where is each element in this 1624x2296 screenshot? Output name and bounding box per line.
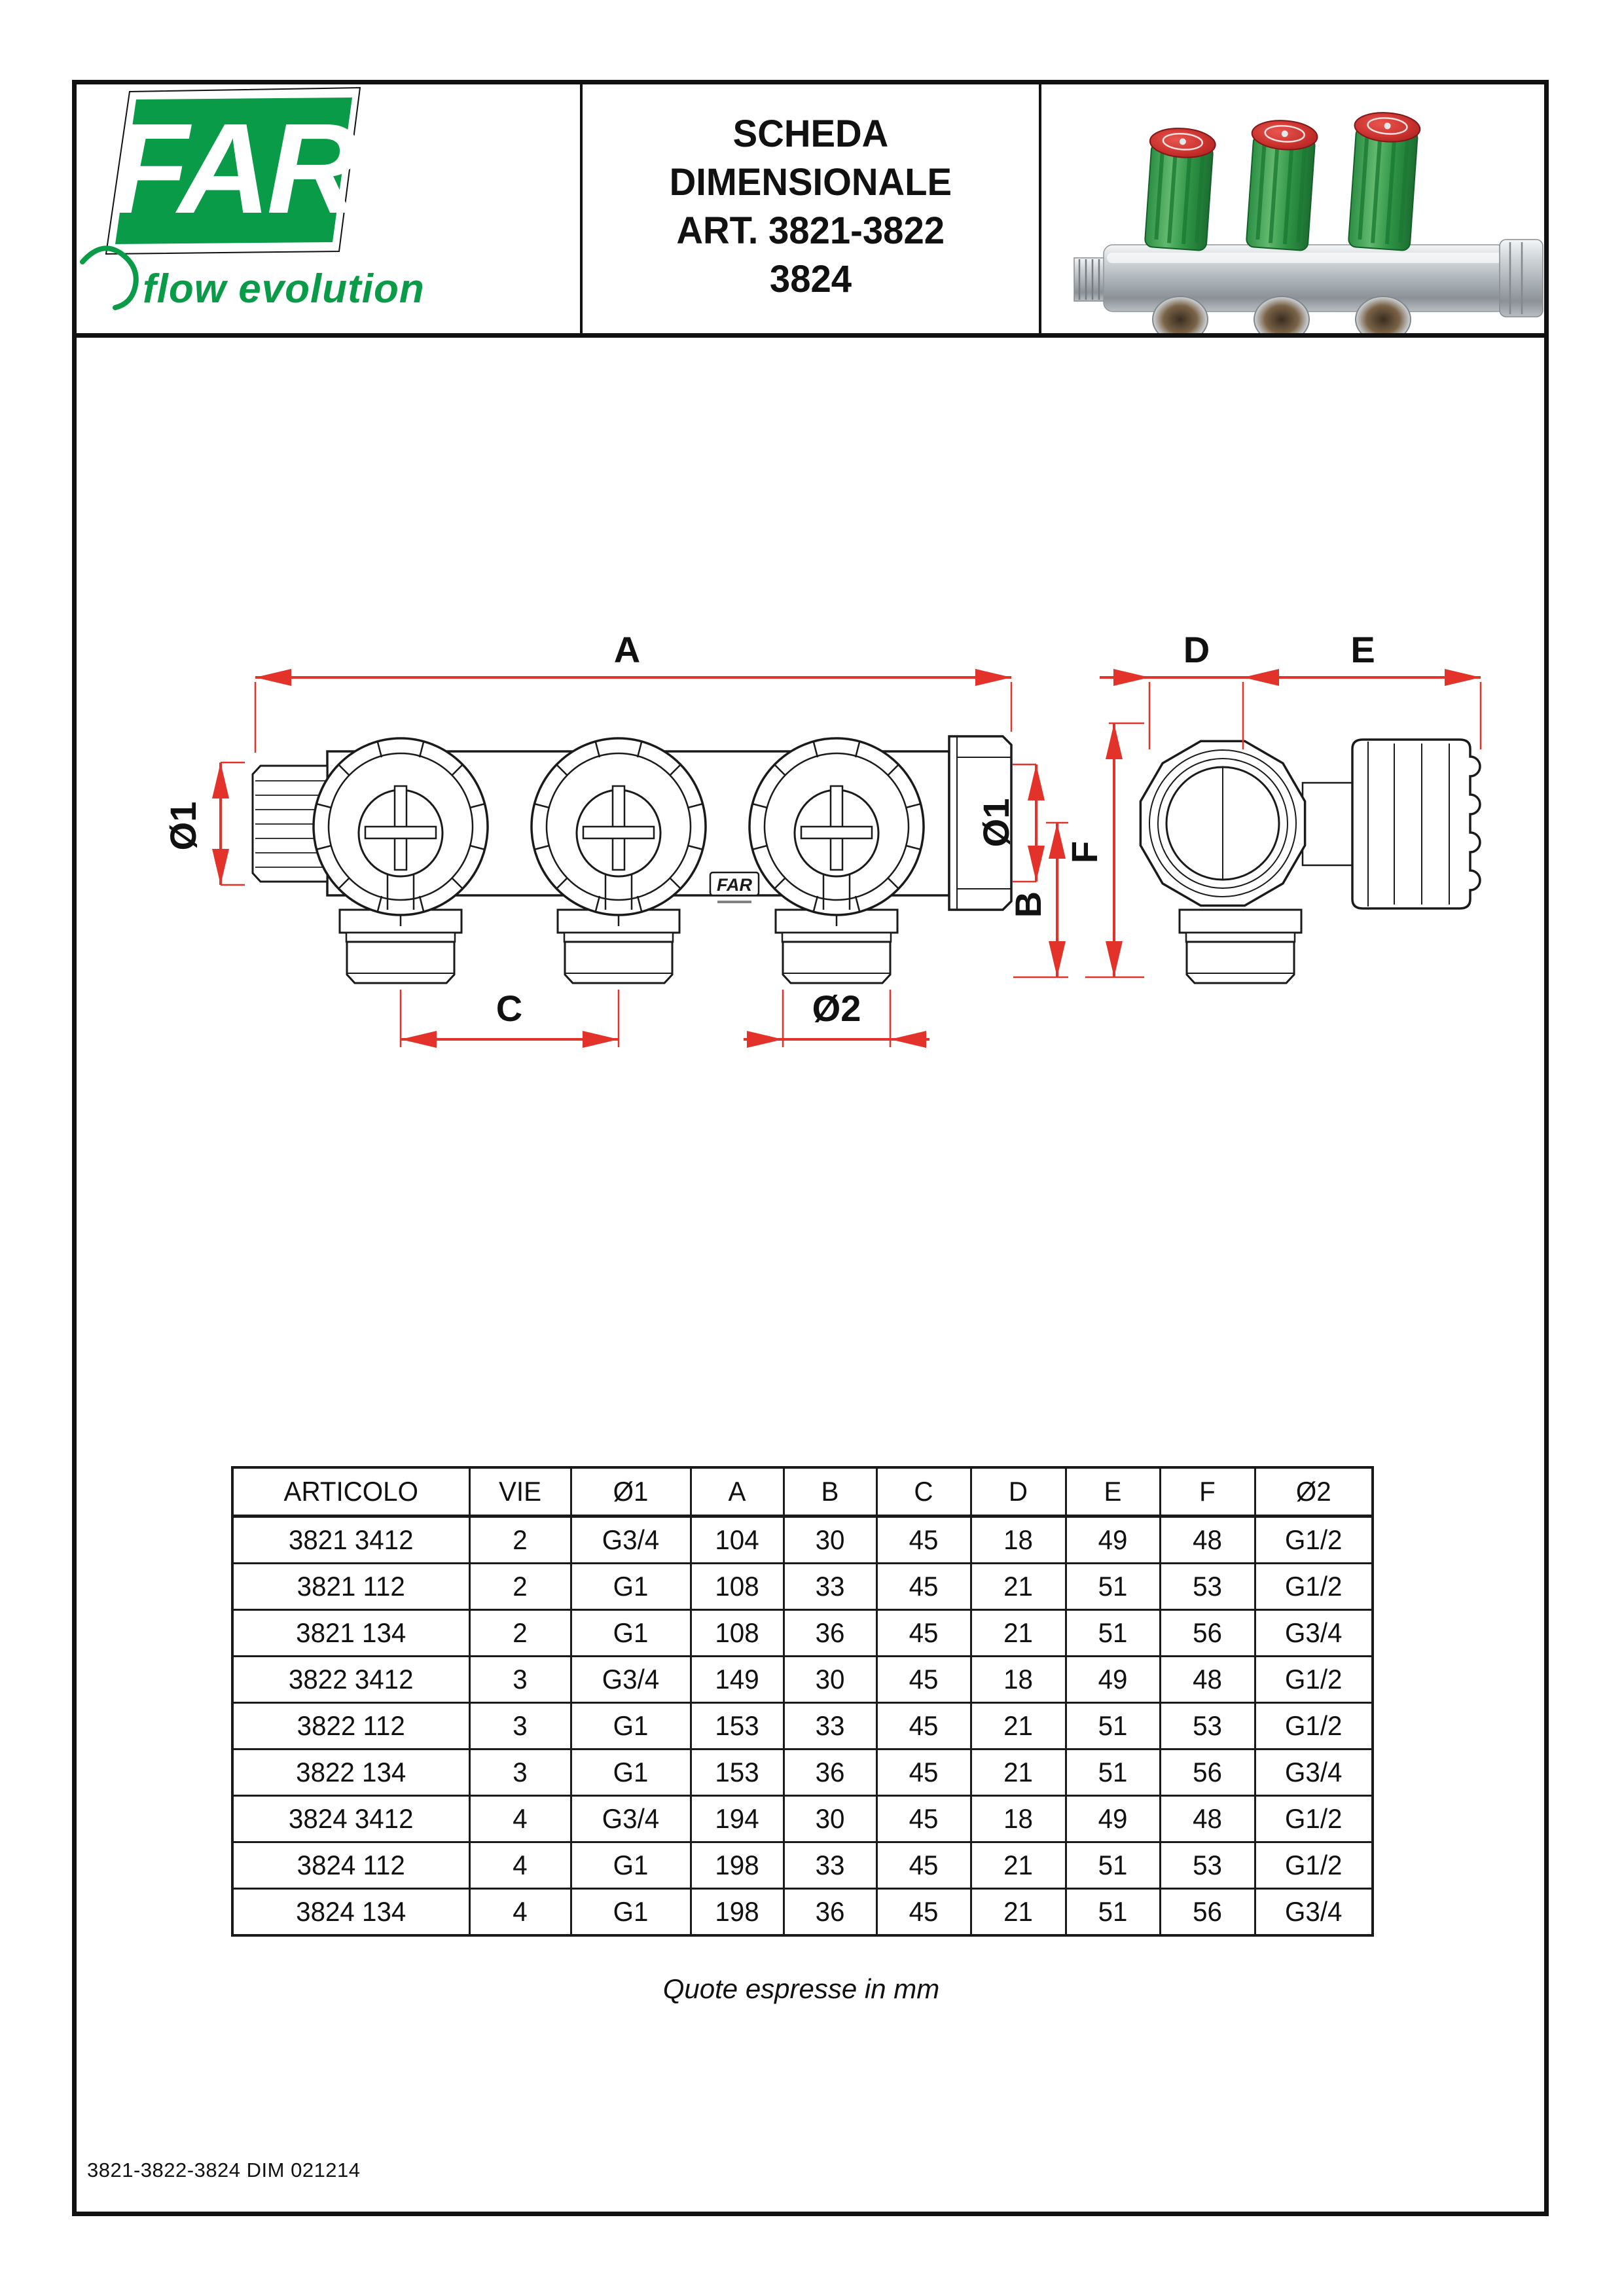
table-cell: 3821 3412 bbox=[237, 1516, 465, 1564]
table-cell: 36 bbox=[785, 1889, 875, 1936]
dim-label-d: D bbox=[1183, 629, 1210, 670]
table-cell: 36 bbox=[785, 1610, 875, 1657]
table-cell: 149 bbox=[693, 1657, 782, 1703]
table-cell: G1/2 bbox=[1257, 1842, 1371, 1889]
table-cell: 3822 112 bbox=[237, 1703, 465, 1749]
dim-label-o2: Ø2 bbox=[812, 988, 861, 1029]
table-cell: 3 bbox=[471, 1703, 569, 1749]
table-cell: 53 bbox=[1162, 1703, 1253, 1749]
table-row bbox=[232, 1889, 1373, 1936]
dim-o1-right bbox=[1013, 764, 1045, 882]
table-header-row bbox=[232, 1467, 1373, 1516]
column-header: ARTICOLO bbox=[237, 1467, 465, 1516]
column-header: D bbox=[973, 1467, 1064, 1516]
table-cell: 45 bbox=[878, 1657, 969, 1703]
table-cell: 33 bbox=[785, 1564, 875, 1610]
table-cell: 45 bbox=[878, 1842, 969, 1889]
valve-knob-1 bbox=[314, 738, 488, 926]
technical-drawing bbox=[72, 602, 1549, 1100]
side-flange bbox=[1140, 741, 1305, 905]
dim-label-f: F bbox=[1064, 840, 1105, 864]
column-header: VIE bbox=[471, 1467, 569, 1516]
table-cell: 4 bbox=[471, 1796, 569, 1842]
table-row bbox=[232, 1796, 1373, 1842]
table-cell: 51 bbox=[1068, 1564, 1158, 1610]
photo-knob bbox=[1143, 126, 1217, 251]
table-cell: 45 bbox=[878, 1889, 969, 1936]
table-cell: 2 bbox=[471, 1564, 569, 1610]
logo-cell bbox=[72, 80, 580, 333]
table-cell: 108 bbox=[693, 1564, 782, 1610]
table-cell: 53 bbox=[1162, 1842, 1253, 1889]
table-cell: 49 bbox=[1068, 1796, 1158, 1842]
page-title-line: SCHEDA bbox=[732, 112, 889, 155]
table-cell: 3821 112 bbox=[237, 1564, 465, 1610]
table-row bbox=[232, 1516, 1373, 1564]
column-header: Ø2 bbox=[1257, 1467, 1371, 1516]
table-cell: G1/2 bbox=[1257, 1564, 1371, 1610]
table-cell: 30 bbox=[785, 1516, 875, 1564]
table-cell: 18 bbox=[973, 1796, 1064, 1842]
table-cell: G3/4 bbox=[1257, 1889, 1371, 1936]
table-cell: 53 bbox=[1162, 1564, 1253, 1610]
logo-brand-text: FAR bbox=[111, 97, 355, 240]
table-cell: 56 bbox=[1162, 1749, 1253, 1796]
table-cell: G1 bbox=[573, 1703, 689, 1749]
side-neck bbox=[1303, 783, 1355, 865]
table-cell: 45 bbox=[878, 1516, 969, 1564]
page-title-line: 3824 bbox=[769, 257, 852, 300]
table-cell: 45 bbox=[878, 1610, 969, 1657]
table-cell: G3/4 bbox=[1257, 1610, 1371, 1657]
table-cell: G1/2 bbox=[1257, 1703, 1371, 1749]
column-header: B bbox=[785, 1467, 875, 1516]
table-cell: G1 bbox=[573, 1842, 689, 1889]
dim-label-o1-right: Ø1 bbox=[975, 798, 1017, 848]
far-logo bbox=[72, 80, 580, 333]
table-cell: 18 bbox=[973, 1516, 1064, 1564]
table-cell: 51 bbox=[1068, 1842, 1158, 1889]
dim-d-e bbox=[1100, 669, 1481, 749]
table-cell: 48 bbox=[1162, 1796, 1253, 1842]
product-photo bbox=[1041, 80, 1549, 333]
column-header: A bbox=[693, 1467, 782, 1516]
table-cell: 198 bbox=[693, 1842, 782, 1889]
table-cell: 18 bbox=[973, 1657, 1064, 1703]
table-cell: G1/2 bbox=[1257, 1657, 1371, 1703]
table-row bbox=[232, 1564, 1373, 1610]
table-cell: 3822 134 bbox=[237, 1749, 465, 1796]
table-cell: 30 bbox=[785, 1796, 875, 1842]
table-cell: 104 bbox=[693, 1516, 782, 1564]
table-cell: 4 bbox=[471, 1842, 569, 1889]
table-cell: 3821 134 bbox=[237, 1610, 465, 1657]
table-cell: G3/4 bbox=[573, 1657, 689, 1703]
table-cell: 51 bbox=[1068, 1749, 1158, 1796]
table-cell: G1/2 bbox=[1257, 1796, 1371, 1842]
table-cell: 21 bbox=[973, 1749, 1064, 1796]
far-plate-text: FAR bbox=[717, 875, 752, 895]
dim-label-a: A bbox=[613, 629, 641, 670]
table-row bbox=[232, 1703, 1373, 1749]
table-cell: 2 bbox=[471, 1610, 569, 1657]
table-cell: 45 bbox=[878, 1564, 969, 1610]
table-row bbox=[232, 1749, 1373, 1796]
table-cell: G1/2 bbox=[1257, 1516, 1371, 1564]
dimension-table bbox=[231, 1466, 1374, 1937]
table-cell: 36 bbox=[785, 1749, 875, 1796]
table-cell: 2 bbox=[471, 1516, 569, 1564]
table-cell: 21 bbox=[973, 1564, 1064, 1610]
table-cell: 33 bbox=[785, 1703, 875, 1749]
table-cell: 21 bbox=[973, 1610, 1064, 1657]
table-cell: 51 bbox=[1068, 1610, 1158, 1657]
page-title-line: ART. 3821-3822 bbox=[676, 209, 945, 252]
front-view bbox=[253, 736, 1011, 983]
table-cell: G3/4 bbox=[573, 1796, 689, 1842]
table-cell: 51 bbox=[1068, 1703, 1158, 1749]
table-cell: 3824 134 bbox=[237, 1889, 465, 1936]
logo-tagline: flow evolution bbox=[143, 266, 425, 312]
dim-o1-left bbox=[212, 762, 245, 885]
valve-knob-2 bbox=[532, 738, 706, 926]
table-cell: 21 bbox=[973, 1703, 1064, 1749]
table-cell: 3824 3412 bbox=[237, 1796, 465, 1842]
valve-knob-3 bbox=[749, 738, 924, 926]
table-cell: 48 bbox=[1162, 1657, 1253, 1703]
table-cell: 45 bbox=[878, 1796, 969, 1842]
table-cell: 56 bbox=[1162, 1610, 1253, 1657]
document-code: 3821-3822-3824 DIM 021214 bbox=[87, 2159, 361, 2181]
column-header: F bbox=[1162, 1467, 1253, 1516]
table-cell: 198 bbox=[693, 1889, 782, 1936]
table-cell: 153 bbox=[693, 1703, 782, 1749]
table-cell: 3 bbox=[471, 1657, 569, 1703]
dim-label-o1-left: Ø1 bbox=[162, 801, 204, 851]
photo-knob bbox=[1346, 111, 1421, 251]
table-cell: 4 bbox=[471, 1889, 569, 1936]
photo-cell bbox=[1041, 80, 1549, 333]
dim-label-e: E bbox=[1350, 629, 1375, 670]
table-cell: 45 bbox=[878, 1703, 969, 1749]
dim-label-b: B bbox=[1007, 891, 1049, 918]
table-cell: 3822 3412 bbox=[237, 1657, 465, 1703]
table-cell: G3/4 bbox=[573, 1516, 689, 1564]
title-cell bbox=[583, 80, 1039, 333]
table-cell: 21 bbox=[973, 1889, 1064, 1936]
table-cell: G3/4 bbox=[1257, 1749, 1371, 1796]
table-cell: 3 bbox=[471, 1749, 569, 1796]
dim-label-c: C bbox=[496, 988, 523, 1029]
table-cell: 49 bbox=[1068, 1657, 1158, 1703]
table-cell: 194 bbox=[693, 1796, 782, 1842]
side-view bbox=[1140, 740, 1480, 983]
side-knob bbox=[1352, 740, 1480, 908]
table-row bbox=[232, 1610, 1373, 1657]
table-cell: 153 bbox=[693, 1749, 782, 1796]
table-row bbox=[232, 1842, 1373, 1889]
table-cell: 45 bbox=[878, 1749, 969, 1796]
column-header: E bbox=[1068, 1467, 1158, 1516]
table-cell: 3824 112 bbox=[237, 1842, 465, 1889]
table-row bbox=[232, 1657, 1373, 1703]
table-cell: 49 bbox=[1068, 1516, 1158, 1564]
side-outlet bbox=[1180, 910, 1301, 983]
table-cell: 56 bbox=[1162, 1889, 1253, 1936]
table-cell: G1 bbox=[573, 1610, 689, 1657]
table-cell: 51 bbox=[1068, 1889, 1158, 1936]
header bbox=[72, 80, 1549, 338]
column-header: Ø1 bbox=[573, 1467, 689, 1516]
manifold-photo bbox=[1074, 111, 1543, 333]
table-cell: G1 bbox=[573, 1889, 689, 1936]
table-cell: 33 bbox=[785, 1842, 875, 1889]
photo-knob bbox=[1244, 118, 1318, 251]
logo-swoosh bbox=[82, 248, 136, 308]
table-cell: G1 bbox=[573, 1749, 689, 1796]
far-nameplate bbox=[710, 872, 759, 903]
table-cell: 30 bbox=[785, 1657, 875, 1703]
units-note: Quote espresse in mm bbox=[662, 1973, 940, 2004]
table-cell: 108 bbox=[693, 1610, 782, 1657]
page-title-line: DIMENSIONALE bbox=[669, 160, 952, 204]
photo-body-highlight bbox=[1107, 253, 1503, 263]
table-cell: G1 bbox=[573, 1564, 689, 1610]
column-header: C bbox=[878, 1467, 969, 1516]
table-cell: 21 bbox=[973, 1842, 1064, 1889]
table-cell: 48 bbox=[1162, 1516, 1253, 1564]
